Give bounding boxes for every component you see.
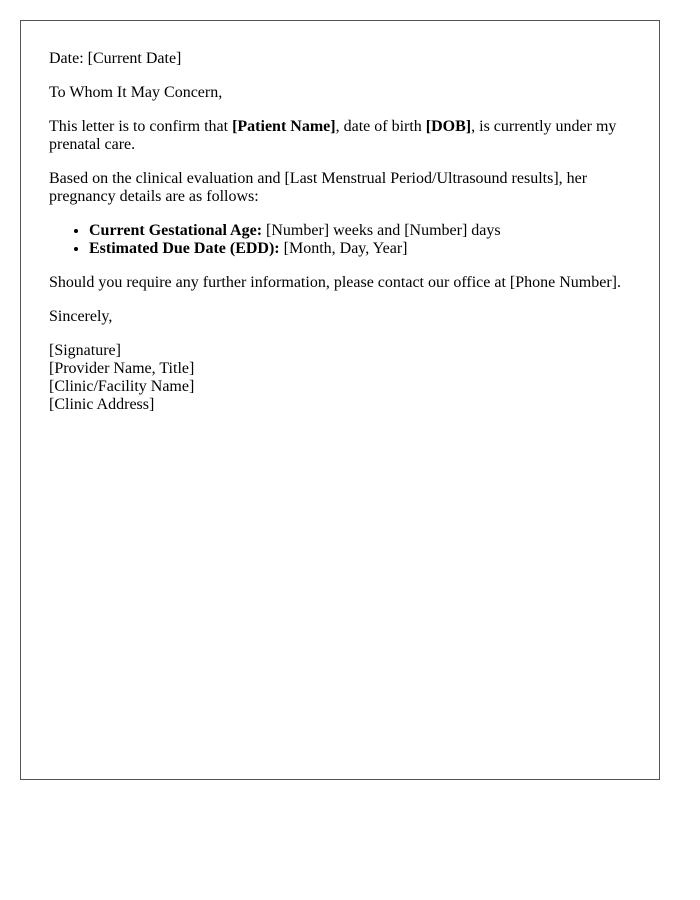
pregnancy-details-list: [49, 222, 631, 258]
detail-value: [Month, Day, Year]: [279, 240, 408, 257]
clinic-address-line: [Clinic Address]: [49, 396, 155, 413]
list-item-gestational-age: [89, 222, 631, 240]
closing: Sincerely,: [49, 308, 113, 325]
confirmation-text-3: , is currently under my prenatal care.: [49, 118, 617, 153]
date-line: Date: [Current Date]: [49, 50, 182, 67]
signature-block: [49, 342, 631, 414]
confirmation-text-2: , date of birth: [335, 118, 426, 135]
confirmation-text-1: This letter is to confirm that: [49, 118, 233, 135]
detail-value: [Number] weeks and [Number] days: [262, 222, 501, 239]
patient-name: [Patient Name]: [232, 118, 336, 135]
evaluation-paragraph: Based on the clinical evaluation and [Last Menstrual Period/Ultrasound results], her pregnancy details are as follows:: [49, 170, 588, 205]
list-item-due-date: [89, 240, 631, 258]
confirmation-paragraph: [49, 118, 631, 154]
letter-document: [20, 20, 660, 780]
detail-label: Estimated Due Date (EDD):: [89, 240, 280, 257]
provider-name-line: [Provider Name, Title]: [49, 360, 195, 377]
clinic-name-line: [Clinic/Facility Name]: [49, 378, 195, 395]
salutation: To Whom It May Concern,: [49, 84, 223, 101]
signature-line: [Signature]: [49, 342, 121, 359]
detail-label: Current Gestational Age:: [89, 222, 263, 239]
dob: [DOB]: [425, 118, 472, 135]
contact-paragraph: Should you require any further information, please contact our office at [Phone Number].: [49, 274, 621, 291]
